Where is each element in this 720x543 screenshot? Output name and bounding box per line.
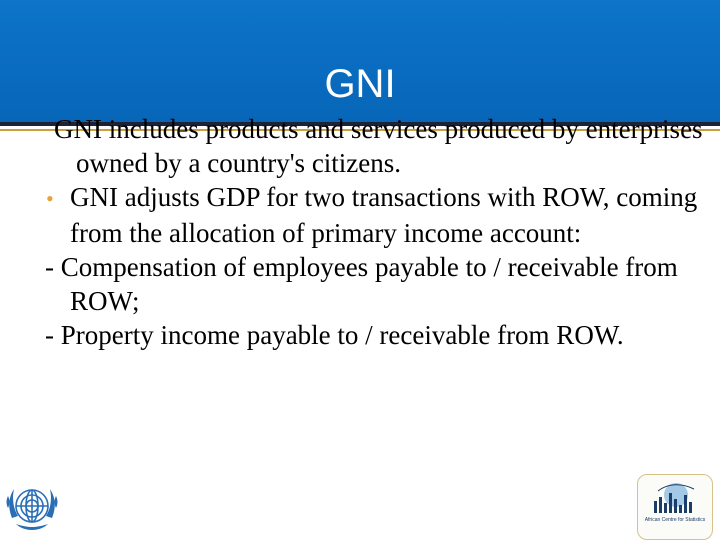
slide-title: GNI — [324, 62, 396, 106]
dash-item-text: Property income payable to / receivable from ROW. — [60, 320, 624, 350]
paragraph-gni-definition — [0, 112, 720, 180]
bullet-item-gni-adjusts — [0, 180, 720, 250]
un-emblem-icon — [2, 478, 62, 538]
bullet-text: GNI adjusts GDP for two transactions with ROW, coming from the allocation of primary income account: — [70, 182, 698, 248]
acs-logo — [637, 474, 713, 540]
paragraph-text: GNI includes products and services produced by enterprises owned by a country's citizens. — [54, 114, 703, 178]
dash-item-property-income — [0, 318, 720, 352]
title-bar — [0, 0, 720, 122]
dash-item-compensation — [0, 250, 720, 318]
acs-logo-caption: African Centre for Statistics — [644, 517, 706, 523]
bullet-icon: • — [46, 186, 54, 211]
dash-item-text: Compensation of employees payable to / receivable from ROW; — [60, 252, 678, 316]
dash-marker: - — [45, 320, 54, 350]
slide-body — [0, 112, 720, 352]
dash-marker: - — [45, 252, 54, 282]
